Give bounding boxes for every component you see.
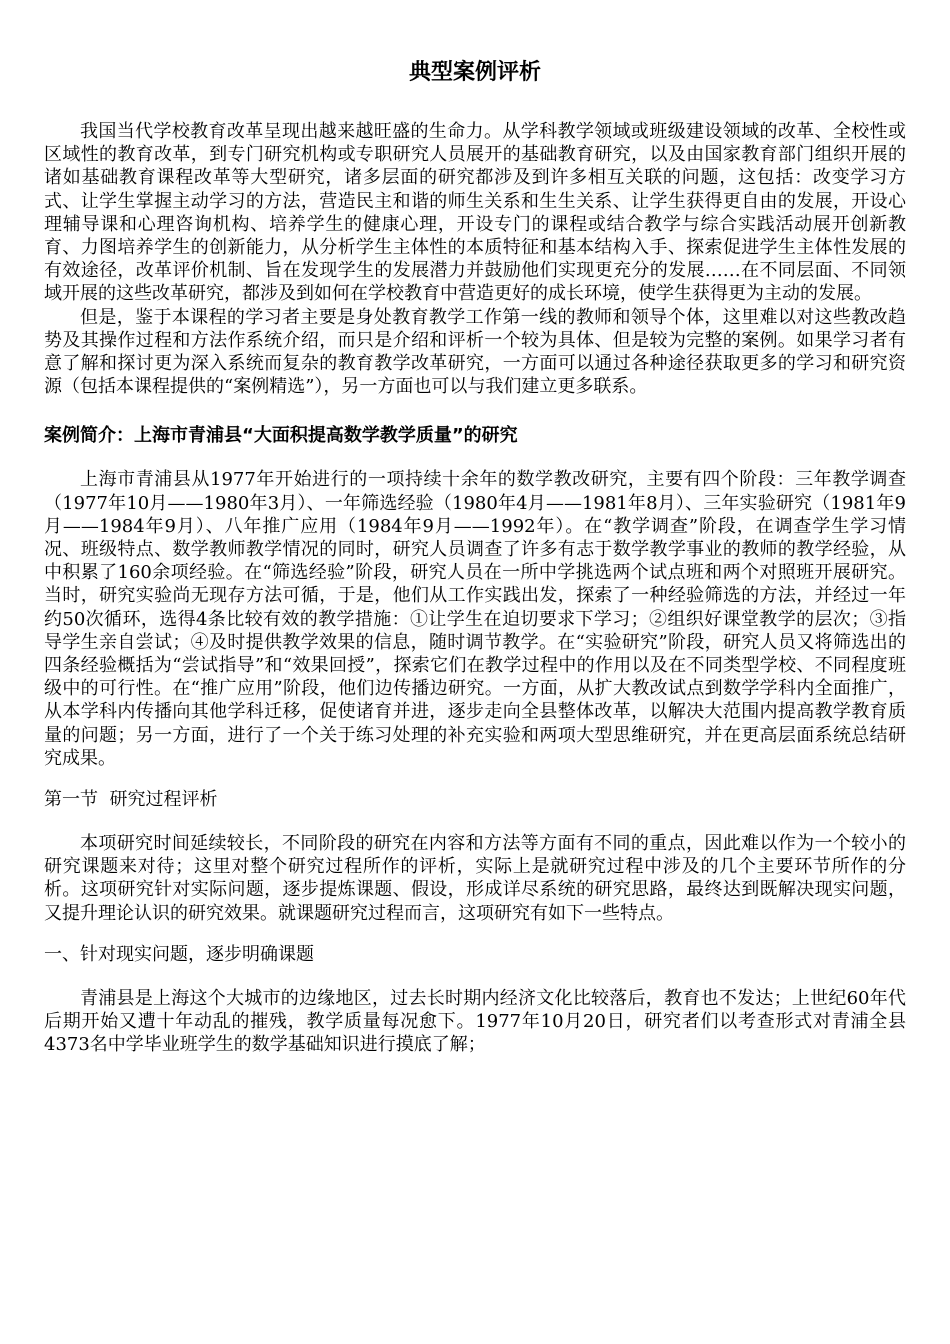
intro-paragraph-2: 但是，鉴于本课程的学习者主要是身处教育教学工作第一线的教师和领导个体，这里难以对这些教改趋势及其操作过程和方法作系统介绍，而只是介绍和评析一个较为具体、但是较为完整的案例。如果学习者有意了解和探讨更为深入系统而复杂的教育教学改革研究，一方面可以通过各种途径获取更多的学习和研究资源（包括本课程提供的“案例精选”），另一方面也可以与我们建立更多联系。 bbox=[44, 306, 906, 398]
document-page bbox=[44, 58, 906, 1057]
document-title: 典型案例评析 bbox=[408, 60, 541, 85]
section-heading: 第一节 研究过程评析 bbox=[44, 789, 218, 811]
case-paragraph: 上海市青浦县从1977年开始进行的一项持续十余年的数学教改研究，主要有四个阶段：三年教学调查（1977年10月——1980年3月）、一年筛选经验（1980年4月——1981年8月）、三年实验研究（1981年9月——1984年9月）、八年推广应用（1984年9月——1992年）。在“教学调查”阶段，在调查学生学习情况、班级特点、数学教师教学情况的同时，研究人员调查了许多有志于数学教学事业的教师的教学经验，从中积累了160余项经验。在“筛选经验”阶段，研究人员在一所中学挑选两个试点班和两个对照班开展研究。当时，研究实验尚无现存方法可循，于是，他们从工作实践出发，探索了一种经验筛选的方法，并经过一年约50次循环，选得4条比较有效的教学措施：①让学生在迫切要求下学习；②组织好课堂教学的层次；③指导学生亲自尝试；④及时提供教学效果的信息，随时调节教学。在“实验研究”阶段，研究人员又将筛选出的四条经验概括为“尝试指导”和“效果回授”，探索它们在教学过程中的作用以及在不同类型学校、不同程度班级中的可行性。在“推广应用”阶段，他们边传播边研究。一方面，从扩大教改试点到数学学科内全面推广，从本学科内传播向其他学科迁移，促使诸育并进，逐步走向全县整体改革，以解决大范围内提高教学教育质量的问题；另一方面，进行了一个关于练习处理的补充实验和两项大型思维研究，并在更高层面系统总结研究成果。 bbox=[44, 469, 906, 769]
subsection-heading: 一、针对现实问题，逐步明确课题 bbox=[44, 943, 314, 965]
case-heading: 案例简介：上海市青浦县“大面积提高数学教学质量”的研究 bbox=[44, 425, 518, 447]
intro-paragraph-1: 我国当代学校教育改革呈现出越来越旺盛的生命力。从学科教学领域或班级建设领域的改革、全校性或区域性的教育改革，到专门研究机构或专职研究人员展开的基础教育研究，以及由国家教育部门组织开展的诸如基础教育课程改革等大型研究，诸多层面的研究都涉及到许多相互关联的问题，这包括：改变学习方式、让学生掌握主动学习的方法，营造民主和谐的师生关系和生生关系、让学生获得更自由的发展，开设心理辅导课和心理咨询机构、培养学生的健康心理，开设专门的课程或结合教学与综合实践活动展开创新教育、力图培养学生的创新能力，从分析学生主体性的本质特征和基本结构入手、探索促进学生主体性发展的有效途径，改革评价机制、旨在发现学生的发展潜力并鼓励他们实现更充分的发展……在不同层面、不同领域开展的这些改革研究，都涉及到如何在学校教育中营造更好的成长环境，使学生获得更为主动的发展。 bbox=[44, 121, 906, 305]
subsection-paragraph: 青浦县是上海这个大城市的边缘地区，过去长时期内经济文化比较落后，教育也不发达；上世纪60年代后期开始又遭十年动乱的摧残，教学质量每况愈下。1977年10月20日，研究者们以考查形式对青浦全县4373名中学毕业班学生的数学基础知识进行摸底了解； bbox=[44, 987, 906, 1056]
section-paragraph: 本项研究时间延续较长，不同阶段的研究在内容和方法等方面有不同的重点，因此难以作为一个较小的研究课题来对待；这里对整个研究过程所作的评析，实际上是就研究过程中涉及的几个主要环节所作的分析。这项研究针对实际问题，逐步提炼课题、假设，形成详尽系统的研究思路，最终达到既解决现实问题，又提升理论认识的研究效果。就课题研究过程而言，这项研究有如下一些特点。 bbox=[44, 833, 906, 924]
